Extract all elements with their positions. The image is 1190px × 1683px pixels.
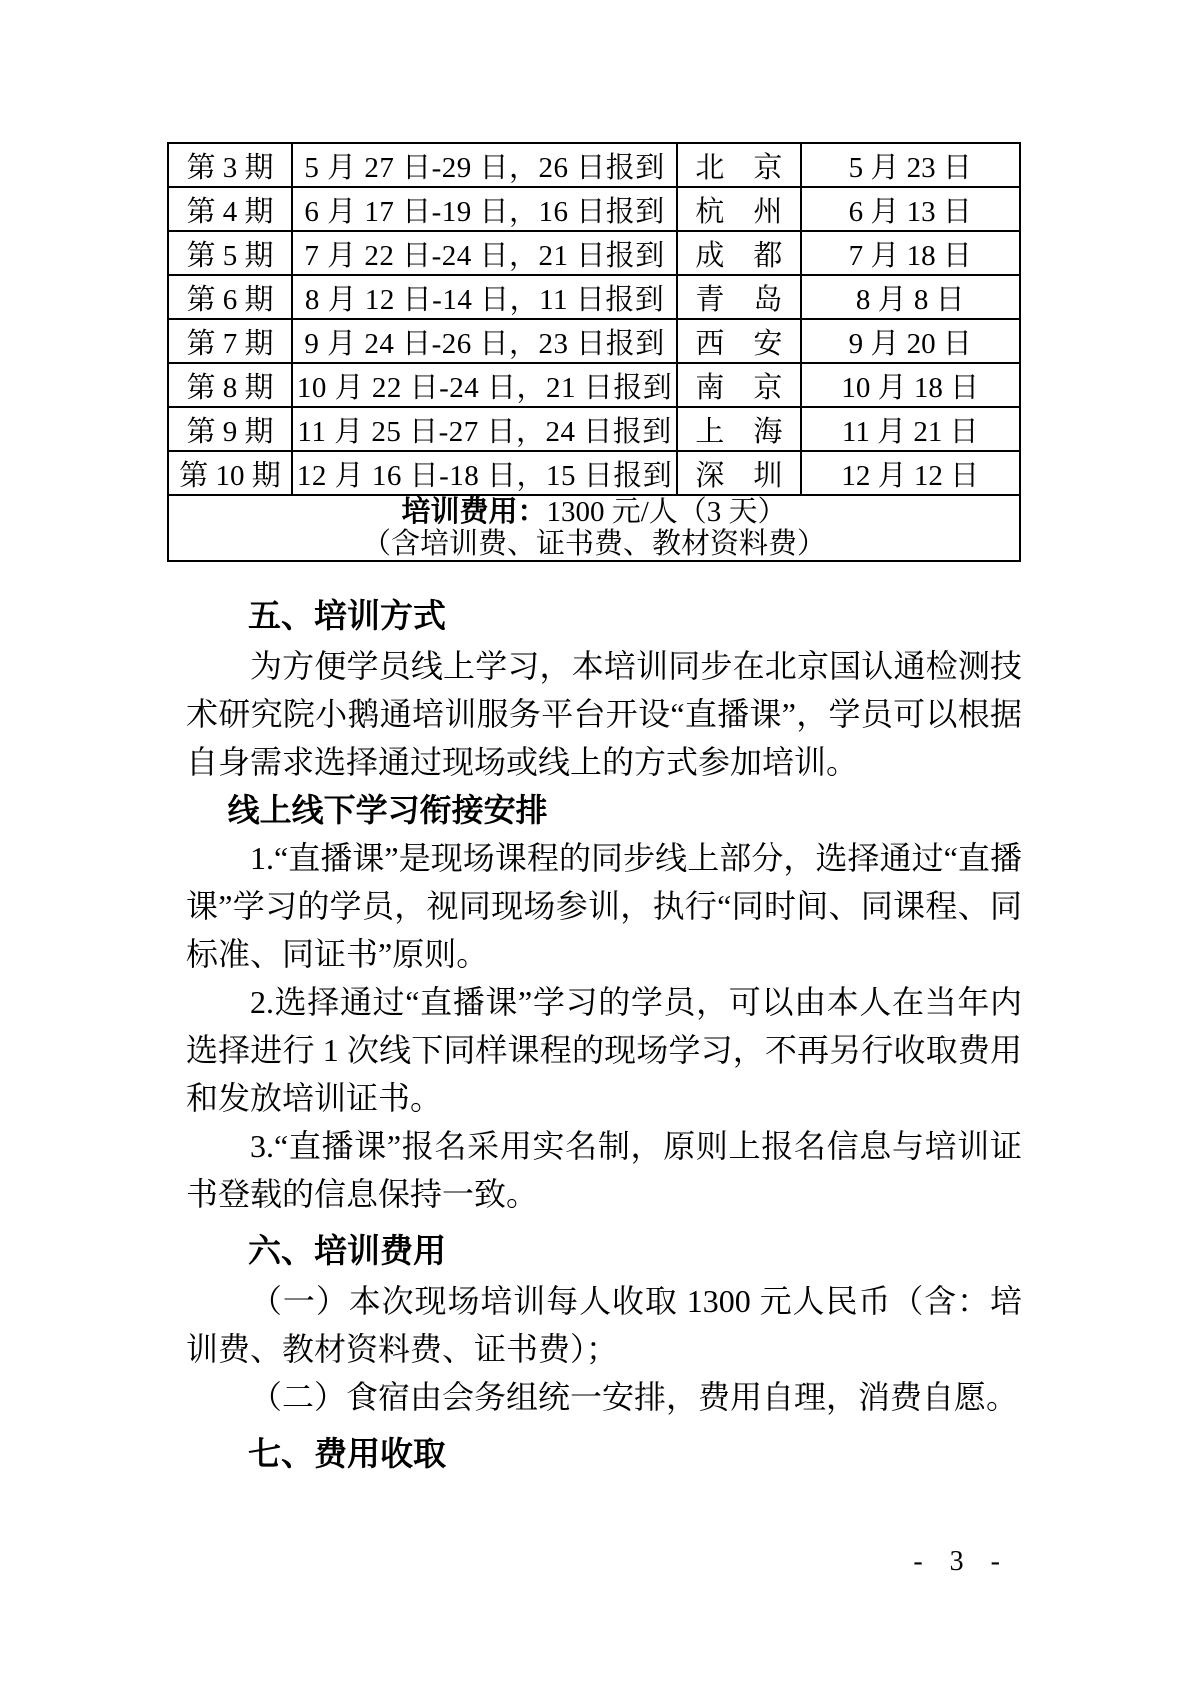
city-cell: 西 安: [677, 319, 800, 363]
city-cell: 深 圳: [677, 451, 800, 495]
fee-value: 1300 元/人（3 天）: [546, 496, 787, 528]
list-item-3: 3.“直播课”报名采用实名制，原则上报名信息与培训证书登载的信息保持一致。: [186, 1128, 1022, 1212]
session-cell: 第 7 期: [168, 319, 292, 363]
section-5-heading: 五、培训方式: [248, 597, 446, 634]
list-item-1: 1.“直播课”是现场课程的同步线上部分，选择通过“直播课”学习的学员，视同现场参训，执行“同时间、同课程、同标准、同证书”原则。: [186, 840, 1022, 972]
table-row: [168, 451, 1020, 495]
city-cell: 北 京: [677, 143, 800, 187]
session-cell: 第 8 期: [168, 363, 292, 407]
table-row: [168, 143, 1020, 187]
table-row: [168, 231, 1020, 275]
page-number: - 3 -: [913, 1546, 1010, 1577]
deadline-cell: 12 月 12 日: [801, 451, 1020, 495]
deadline-cell: 5 月 23 日: [801, 143, 1020, 187]
table-row: [168, 275, 1020, 319]
training-schedule-table: [167, 142, 1021, 562]
section-5-paragraph: 为方便学员线上学习，本培训同步在北京国认通检测技术研究院小鹅通培训服务平台开设“直播课”，学员可以根据自身需求选择通过现场或线上的方式参加培训。: [186, 648, 1022, 780]
dates-cell: 12 月 16 日-18 日，15 日报到: [292, 451, 677, 495]
table-row: [168, 363, 1020, 407]
section-6-heading: 六、培训费用: [248, 1232, 446, 1269]
session-cell: 第 6 期: [168, 275, 292, 319]
section-7-heading: 七、费用收取: [248, 1435, 446, 1472]
dates-cell: 5 月 27 日-29 日，26 日报到: [292, 143, 677, 187]
city-cell: 杭 州: [677, 187, 800, 231]
dates-cell: 8 月 12 日-14 日，11 日报到: [292, 275, 677, 319]
deadline-cell: 6 月 13 日: [801, 187, 1020, 231]
document-body: [186, 592, 1022, 1480]
fee-note: （含培训费、证书费、教材资料费）: [361, 528, 826, 560]
session-cell: 第 9 期: [168, 407, 292, 451]
deadline-cell: 11 月 21 日: [801, 407, 1020, 451]
city-cell: 成 都: [677, 231, 800, 275]
table-row: [168, 187, 1020, 231]
session-cell: 第 3 期: [168, 143, 292, 187]
deadline-cell: 10 月 18 日: [801, 363, 1020, 407]
fee-label: 培训费用：: [401, 496, 547, 528]
table-footer-row: [168, 495, 1020, 561]
deadline-cell: 7 月 18 日: [801, 231, 1020, 275]
deadline-cell: 9 月 20 日: [801, 319, 1020, 363]
list-item-2: 2.选择通过“直播课”学习的学员，可以由本人在当年内选择进行 1 次线下同样课程的现场学习，不再另行收取费用和发放培训证书。: [186, 984, 1022, 1116]
session-cell: 第 10 期: [168, 451, 292, 495]
dates-cell: 7 月 22 日-24 日，21 日报到: [292, 231, 677, 275]
session-cell: 第 4 期: [168, 187, 292, 231]
section-6-paragraph-2: （二）食宿由会务组统一安排，费用自理，消费自愿。: [250, 1379, 1019, 1415]
dates-cell: 11 月 25 日-27 日，24 日报到: [292, 407, 677, 451]
schedule-table: [167, 142, 1021, 562]
fee-line: [173, 496, 1015, 528]
dates-cell: 10 月 22 日-24 日，21 日报到: [292, 363, 677, 407]
table-row: [168, 407, 1020, 451]
section-6-paragraph-1: （一）本次现场培训每人收取 1300 元人民币（含：培训费、教材资料费、证书费）；: [186, 1283, 1022, 1367]
session-cell: 第 5 期: [168, 231, 292, 275]
dates-cell: 6 月 17 日-19 日，16 日报到: [292, 187, 677, 231]
dates-cell: 9 月 24 日-26 日，23 日报到: [292, 319, 677, 363]
city-cell: 上 海: [677, 407, 800, 451]
city-cell: 青 岛: [677, 275, 800, 319]
city-cell: 南 京: [677, 363, 800, 407]
online-offline-subheading: 线上线下学习衔接安排: [227, 792, 548, 828]
table-row: [168, 319, 1020, 363]
deadline-cell: 8 月 8 日: [801, 275, 1020, 319]
fee-summary-cell: [168, 495, 1020, 561]
